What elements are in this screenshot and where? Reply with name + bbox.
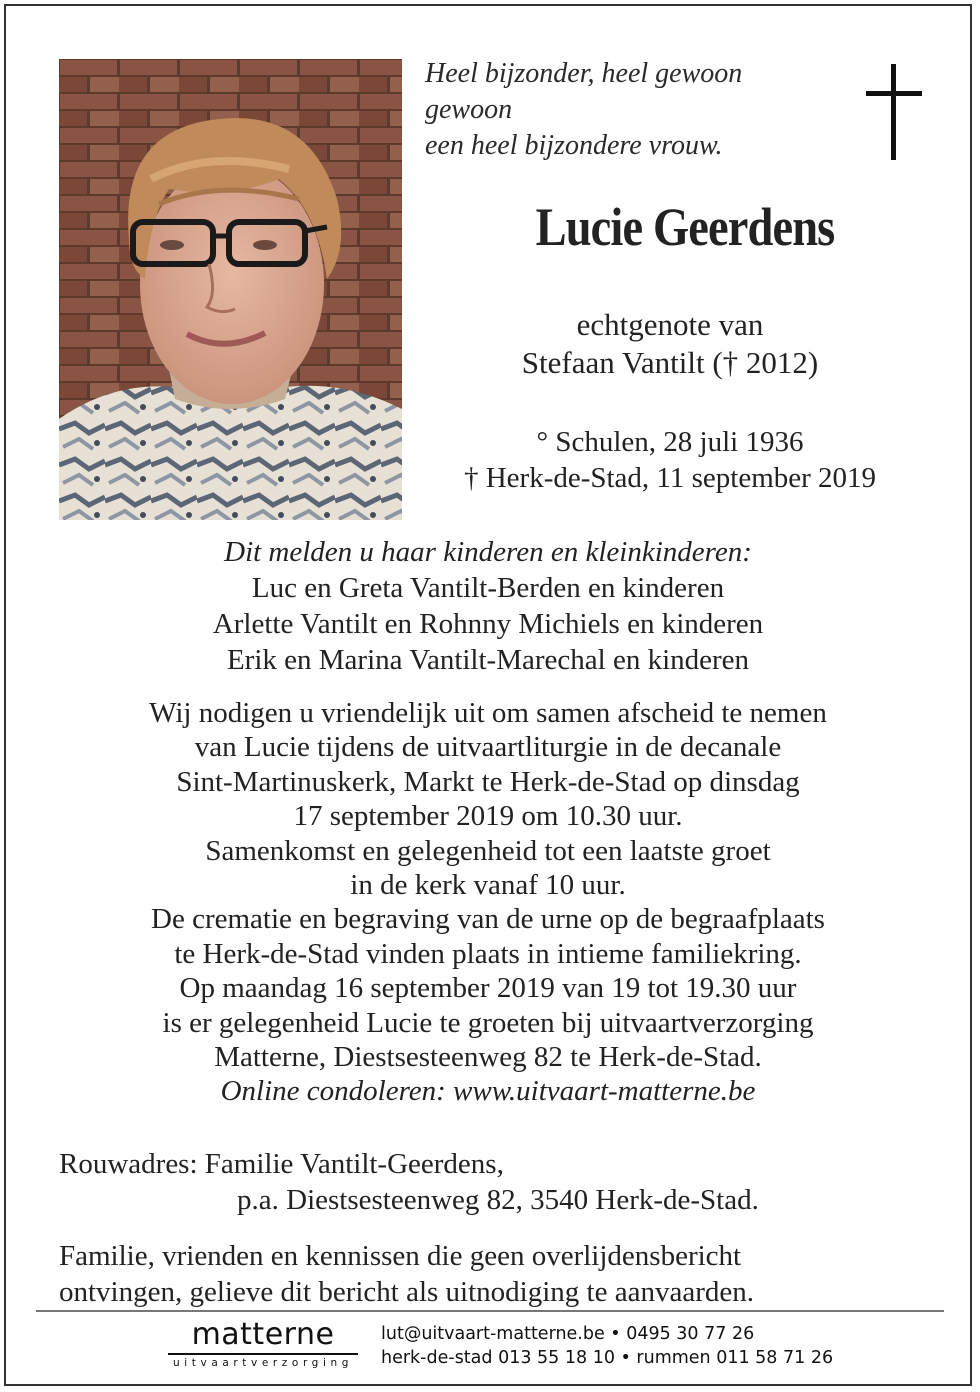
closing-line: Familie, vrienden en kennissen die geen overlijdensbericht [59, 1240, 742, 1272]
child-line: Luc en Greta Vantilt-Berden en kinderen [251, 572, 725, 604]
announcement-intro: Dit melden u haar kinderen en kleinkinderen: [224, 536, 752, 568]
logo-tagline: uitvaartverzorging [173, 1356, 353, 1369]
spouse-block [440, 306, 900, 382]
cross-icon [866, 64, 922, 160]
life-dates [420, 424, 920, 496]
child-line: Arlette Vantilt en Rohnny Michiels en kinderen [212, 608, 764, 640]
relation-label: echtgenote van [576, 307, 764, 342]
spouse-name: Stefaan Vantilt († 2012) [521, 345, 819, 380]
contact-line[interactable]: lut@uitvaart-matterne.be • 0495 30 77 26 [381, 1324, 755, 1344]
portrait-photo [59, 59, 402, 520]
online-condolence-link[interactable]: Online condoleren: www.uitvaart-matterne.be [220, 1075, 756, 1108]
poem-line: gewoon [425, 94, 513, 125]
logo-name: matterne [191, 1317, 335, 1352]
invitation-line: in de kerk vanaf 10 uur. [350, 869, 626, 902]
death-date: † Herk-de-Stad, 11 september 2019 [463, 462, 877, 494]
invitation-line: is er gelegenheid Lucie te groeten bij uitvaartverzorging [162, 1006, 814, 1039]
address-line: Rouwadres: Familie Vantilt-Geerdens, [59, 1148, 504, 1180]
deceased-name: Lucie Geerdens [535, 197, 835, 257]
child-line: Erik en Marina Vantilt-Marechal en kinderen [226, 644, 750, 676]
footer-divider [36, 1310, 944, 1312]
poem [425, 56, 742, 164]
funeral-invitation [40, 696, 936, 1109]
invitation-line: Op maandag 16 september 2019 van 19 tot 19.30 uur [179, 972, 797, 1005]
poem-line: een heel bijzondere vrouw. [425, 130, 723, 161]
funeral-home-logo [168, 1318, 358, 1369]
poem-line: Heel bijzonder, heel gewoon [425, 58, 743, 89]
invitation-line: 17 september 2019 om 10.30 uur. [293, 800, 683, 833]
mourning-address [59, 1146, 759, 1218]
invitation-line: Sint-Martinuskerk, Markt te Herk-de-Stad op dinsdag [176, 765, 800, 798]
contact-line: herk-de-stad 013 55 18 10 • rummen 011 58 71 26 [381, 1348, 834, 1368]
invitation-line: Wij nodigen u vriendelijk uit om samen afscheid te nemen [149, 697, 827, 729]
family-announcement [40, 534, 936, 678]
invitation-line: Samenkomst en gelegenheid tot een laatste groet [205, 834, 771, 867]
invitation-line: te Herk-de-Stad vinden plaats in intieme familiekring. [174, 937, 802, 970]
invitation-line: van Lucie tijdens de uitvaartliturgie in de decanale [194, 731, 782, 764]
closing-note [59, 1238, 754, 1310]
invitation-line: Matterne, Diestsesteenweg 82 te Herk-de-Stad. [214, 1041, 762, 1074]
contact-info [381, 1322, 833, 1370]
invitation-line: De crematie en begraving van de urne op de begraafplaats [151, 903, 825, 936]
closing-line: ontvingen, gelieve dit bericht als uitnodiging te aanvaarden. [59, 1276, 754, 1308]
address-line: p.a. Diestsesteenweg 82, 3540 Herk-de-Stad. [237, 1184, 759, 1216]
birth-date: ° Schulen, 28 juli 1936 [536, 426, 804, 458]
